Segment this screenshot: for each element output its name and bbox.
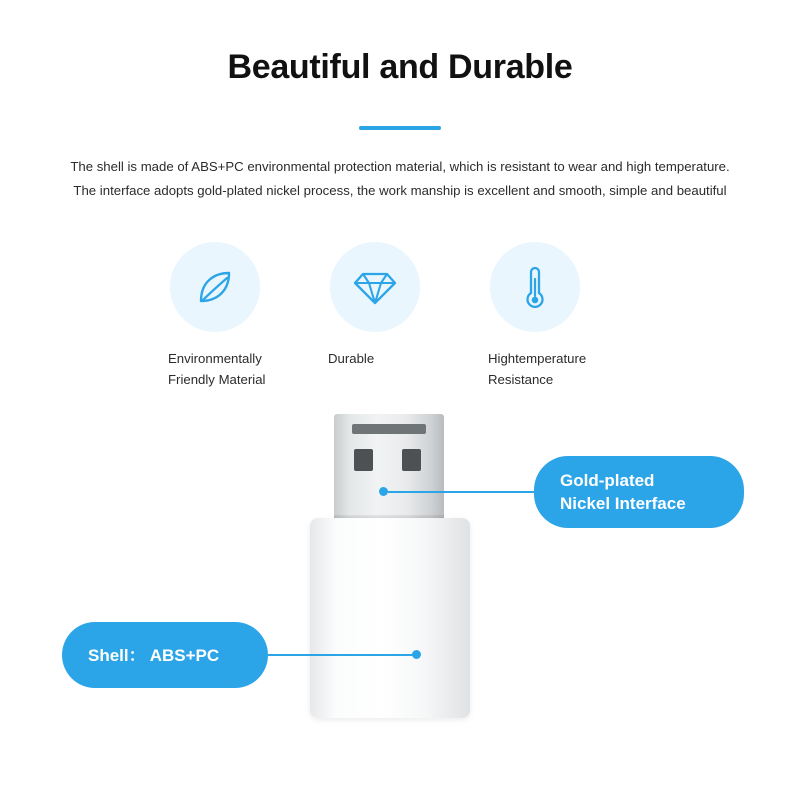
intro-line-2: The interface adopts gold-plated nickel process, the work manship is excellent and smooth, simple and beautiful xyxy=(73,183,727,198)
feature-caption-line-1: Environmentally xyxy=(168,351,262,366)
intro-line-1: The shell is made of ABS+PC environmental protection material, which is resistant to wear and high temperature. xyxy=(70,159,730,174)
usb-contact-pad-left xyxy=(354,449,373,471)
feature-list xyxy=(168,242,648,390)
feature-caption xyxy=(328,348,374,369)
callout-gold-line-2: Nickel Interface xyxy=(560,494,686,513)
feature-item-high-temperature-resistance xyxy=(488,242,648,390)
thermometer-icon xyxy=(490,242,580,332)
page-title: Beautiful and Durable xyxy=(227,48,573,86)
callout-shell-material xyxy=(62,622,268,688)
feature-item-durable xyxy=(328,242,488,390)
feature-caption xyxy=(488,348,586,390)
feature-caption-line-1: Hightemperature xyxy=(488,351,587,366)
feature-item-environmentally-friendly xyxy=(168,242,328,390)
feature-caption-line-2: Friendly Material xyxy=(168,372,266,387)
usb-connector-slot xyxy=(352,424,426,434)
callout-gold-line-1: Gold-plated xyxy=(560,471,655,490)
callout-leader-line-gold xyxy=(388,491,536,493)
title-underline-divider xyxy=(359,126,441,130)
usb-contact-pad-right xyxy=(402,449,421,471)
diamond-icon xyxy=(330,242,420,332)
callout-shell-text: Shell： ABS+PC xyxy=(88,645,220,665)
leaf-icon xyxy=(170,242,260,332)
intro-paragraph xyxy=(0,155,800,203)
feature-caption xyxy=(168,348,265,390)
callout-anchor-dot-gold xyxy=(379,487,388,496)
usb-plastic-shell xyxy=(310,518,470,718)
feature-caption-line-2: Resistance xyxy=(488,372,554,387)
feature-caption-line-1: Durable xyxy=(328,351,375,366)
callout-gold-plated-nickel-interface xyxy=(534,456,744,528)
callout-leader-line-shell xyxy=(268,654,420,656)
